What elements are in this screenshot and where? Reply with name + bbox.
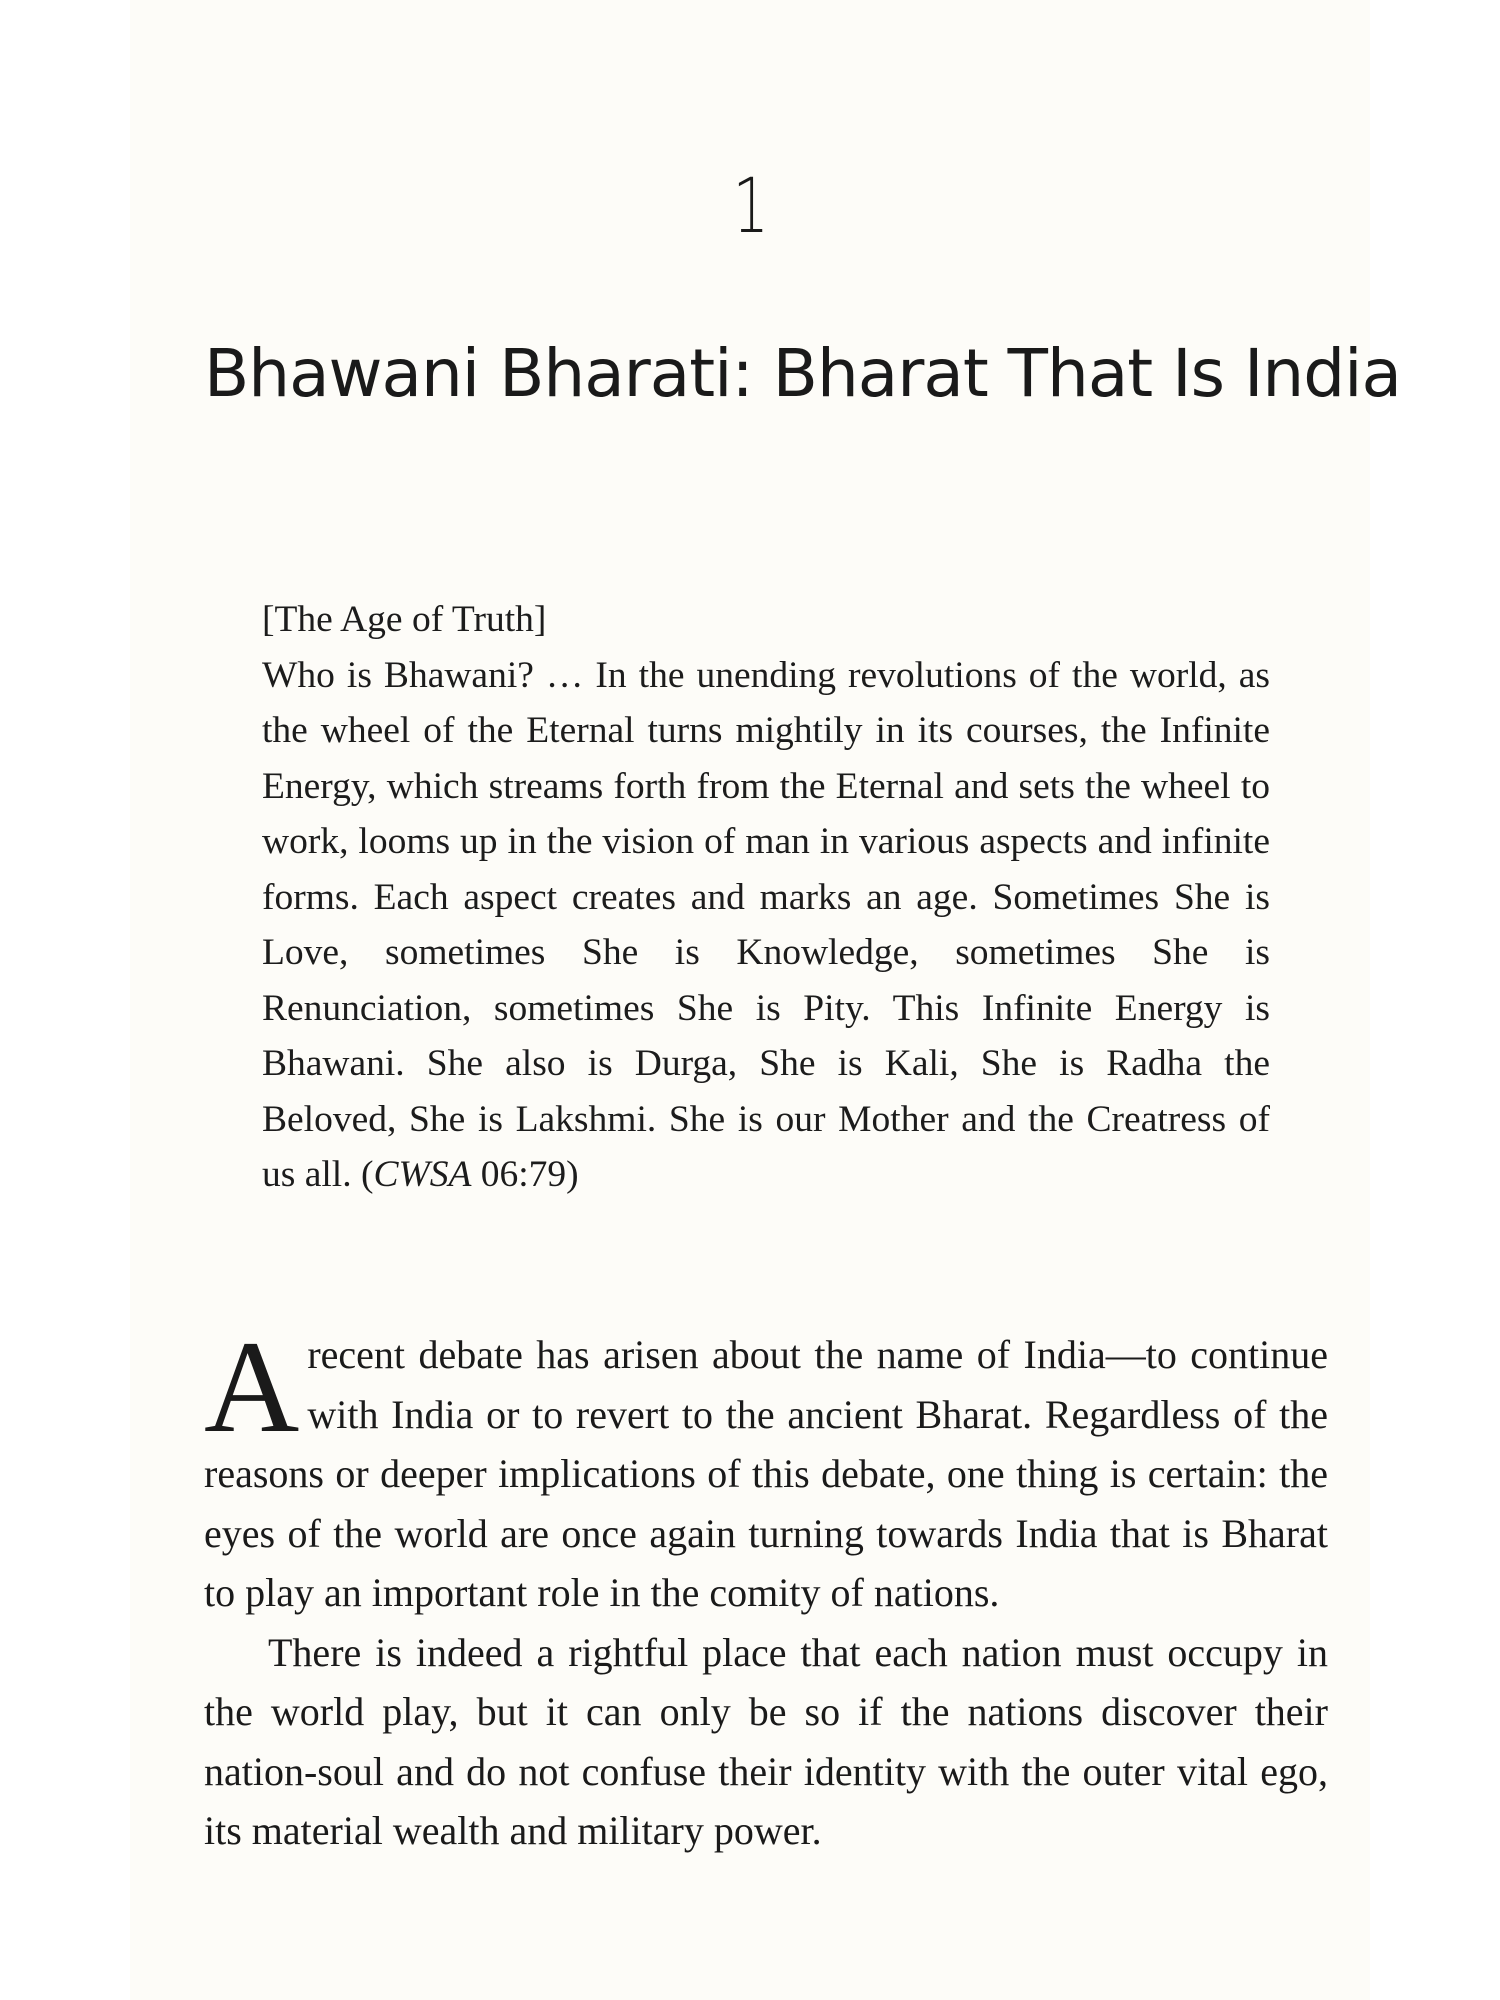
paragraph-1-text: recent debate has arisen about the name of India—to continue with India or to revert to the ancient Bharat. Regardless of the reasons or deeper implications of this debate, one thing is certain: the eyes of the world are once again turning towards India that is Bharat to play an important role in the comity of nations.	[204, 1332, 1328, 1615]
epigraph-quote	[262, 592, 1270, 1203]
chapter-number: 1	[732, 161, 768, 250]
drop-cap: A	[204, 1313, 300, 1460]
epigraph-citation-ref: 06:79	[480, 1154, 567, 1195]
epigraph-source-label: [The Age of Truth]	[262, 599, 547, 640]
epigraph-text: Who is Bhawani? … In the unending revolutions of the world, as the wheel of the Eternal turns mightily in its courses, the Infinite Energy, which streams forth from the Eternal and sets the wheel to work, looms up in the vision of man in various aspects and infinite forms. Each aspect creates and marks an age. Sometimes She is Love, sometimes She is Knowledge, sometimes She is Renunciation, sometimes She is Pity. This Infinite Energy is Bhawani. She also is Durga, She is Kali, She is Radha the Beloved, She is Lakshmi. She is our Mother and the Creatress of us all.	[262, 654, 1270, 1195]
paragraph-2: There is indeed a rightful place that each nation must occupy in the world play, but it can only be so if the nations discover their nation-soul and do not confuse their identity with the outer vital ego, its material wealth and military power.	[204, 1629, 1328, 1853]
paragraph-1	[204, 1313, 1328, 1623]
body-text	[204, 1313, 1328, 1861]
epigraph-paragraph: Who is Bhawani? … In the unending revolutions of the world, as the wheel of the Eternal turns mightily in its courses, the Infinite Energy, which streams forth from the Eternal and sets the wheel to work, looms up in the vision of man in various aspects and infinite forms. Each aspect creates and marks an age. Sometimes She is Love, sometimes She is Knowledge, sometimes She is Renunciation, sometimes She is Pity. This Infinite Energy is Bhawani. She also is Durga, She is Kali, She is Radha the Beloved, She is Lakshmi. She is our Mother and the Creatress of us all. (CWSA 06:79)	[262, 654, 1270, 1195]
chapter-title: Bhawani Bharati: Bharat That Is India	[204, 335, 1401, 412]
epigraph-citation-work: CWSA	[373, 1154, 472, 1195]
